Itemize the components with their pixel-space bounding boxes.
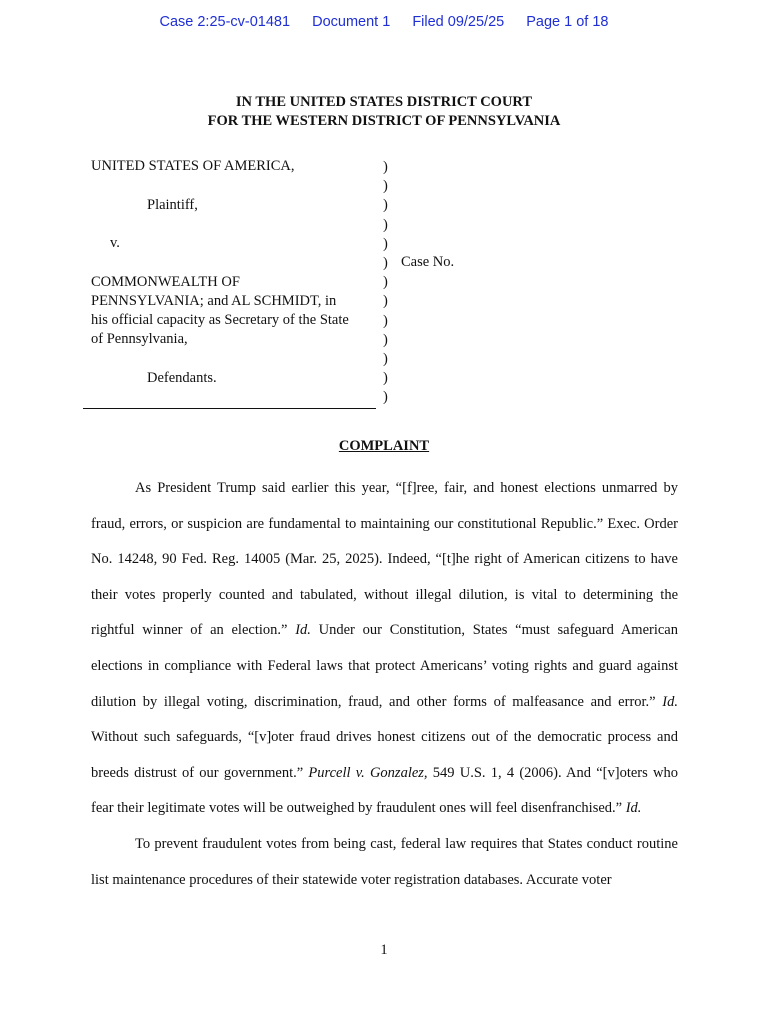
defendant-role: Defendants. [147,370,217,386]
caption-paren: ) [383,331,388,348]
page-number: 1 [380,942,388,958]
filed-date: Filed 09/25/25 [412,14,505,30]
p1-text-d: 549 U.S. 1, 4 (2006). And “[v]oters who fear their legitimate votes will be outweighed by fraudulent ones will feel disenfranchised.” [91,764,678,817]
plaintiff-name: UNITED STATES OF AMERICA, [91,158,295,174]
caption-paren: ) [383,159,388,175]
citation-id: Id. [295,622,311,639]
defendant-line: COMMONWEALTH OF [91,274,240,290]
case-citation: Purcell v. Gonzalez, [308,764,428,781]
caption-paren: ) [383,350,388,367]
complaint-heading: COMPLAINT [338,438,430,454]
caption-paren: ) [383,235,388,252]
plaintiff-role: Plaintiff, [147,197,198,213]
citation-id: Id. [662,693,678,710]
defendant-line: PENNSYLVANIA; and AL SCHMIDT, in [91,293,337,309]
p1-text-b: Under our Constitution, States “must safeguard American elections in compliance with Federal laws that protect Americans’ voting rights and guard against dilution by illegal voting, discrimination, fraud, and other forms of malfeasance and error.” [91,622,678,710]
paragraph-2: To prevent fraudulent votes from being cast, federal law requires that States conduct routine list maintenance procedures of their statewide voter registration databases. Accurate voter [91,835,678,888]
caption-paren: ) [383,178,388,195]
page-count: Page 1 of 18 [526,14,609,30]
caption-paren: ) [383,274,388,291]
caption-underline [83,408,376,409]
caption-paren: ) [383,370,388,387]
p1-text-a: As President Trump said earlier this year, “[f]ree, fair, and honest elections unmarred by fraud, errors, or suspicion are fundamental to maintaining our constitutional Republic.” Exec. Order No. 14248, 90 Fed. Reg. 14005 (Mar. 25, 2025). Indeed, “[t]he right of American citizens to have their votes properly counted and tabulated, without illegal dilution, is vital to determining the rightful winner of an election.” [91,480,678,639]
ecf-filing-header [0,14,768,30]
caption-paren: ) [383,293,388,310]
complaint-body [91,471,678,898]
court-title-line-2: FOR THE WESTERN DISTRICT OF PENNSYLVANIA [207,113,561,129]
court-title [0,93,768,131]
caption-paren: ) [383,216,388,233]
caption-paren-column [383,158,388,407]
case-number: Case 2:25-cv-01481 [159,14,291,30]
defendant-line: his official capacity as Secretary of the State [91,312,349,328]
case-no-label: Case No. [401,254,455,270]
paragraph-1 [91,471,678,827]
caption-paren: ) [383,254,388,271]
defendant-line: of Pennsylvania, [91,331,188,347]
caption-paren: ) [383,197,388,214]
caption-paren: ) [383,312,388,329]
versus: v. [110,235,120,251]
citation-id: Id. [625,800,642,817]
p1-text-c: Without such safeguards, “[v]oter fraud drives honest citizens out of the democratic process and breeds distrust of our government.” [91,729,678,781]
caption-paren: ) [383,389,388,406]
court-title-line-1: IN THE UNITED STATES DISTRICT COURT [235,94,533,110]
document-number: Document 1 [312,14,391,30]
